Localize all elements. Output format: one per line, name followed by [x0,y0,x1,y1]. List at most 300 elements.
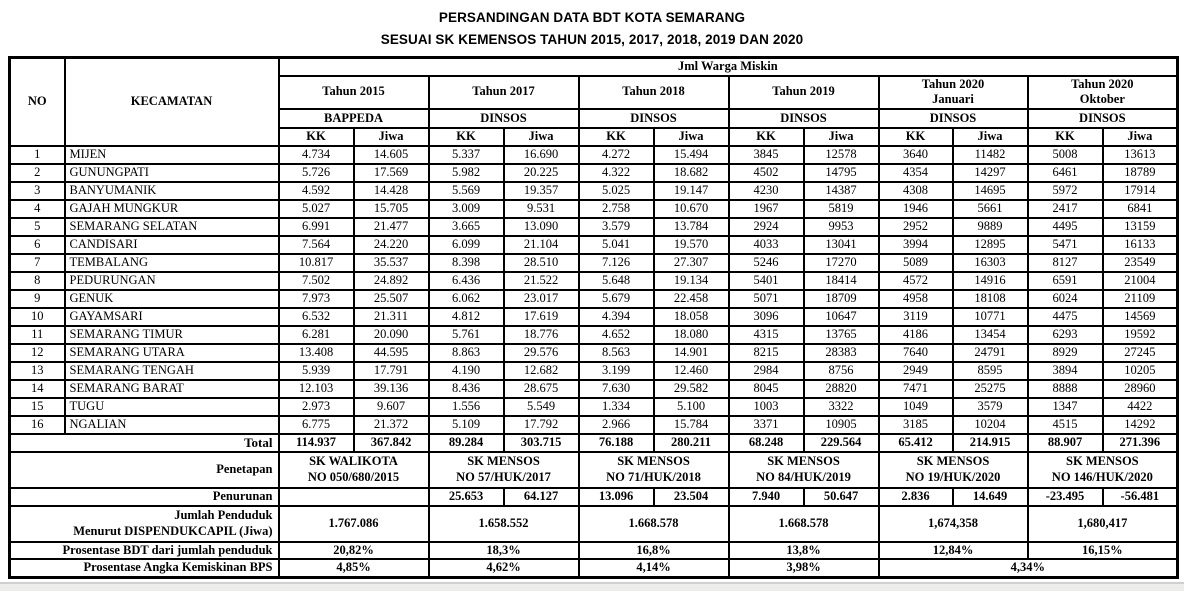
table-row [10,200,1178,218]
no-cell: 1 [10,146,65,164]
value-cell: 13.408 [279,344,354,362]
prosentase-bdt-value-cell: 16,8% [579,542,729,560]
value-cell: 14292 [1103,416,1178,434]
table-row [10,290,1178,308]
table-row [10,308,1178,326]
title-line2: SESUAI SK KEMENSOS TAHUN 2015, 2017, 2018, 2019 DAN 2020 [380,32,804,47]
value-cell: 4315 [729,326,804,344]
value-cell: 5.109 [429,416,504,434]
total-value-cell: 367.842 [354,434,429,452]
total-value-cell: 114.937 [279,434,354,452]
kecamatan-cell: GUNUNGPATI [65,164,279,182]
value-cell: 4958 [879,290,953,308]
penurunan-value-cell: -23.495 [1028,488,1103,506]
value-cell: 19.134 [654,272,729,290]
value-cell: 5661 [953,200,1028,218]
prosentase-bdt-value-cell: 13,8% [729,542,879,560]
value-cell: 20.090 [354,326,429,344]
value-cell: 29.582 [654,380,729,398]
penurunan-label: Penurunan [10,488,279,506]
value-cell: 17.619 [504,308,579,326]
table-row [10,344,1178,362]
penetapan-row [10,452,1178,488]
value-cell: 17.569 [354,164,429,182]
value-cell: 2952 [879,218,953,236]
value-cell: 5972 [1028,182,1103,200]
value-cell: 1347 [1028,398,1103,416]
value-cell: 18414 [804,272,879,290]
value-cell: 6841 [1103,200,1178,218]
value-cell: 10.817 [279,254,354,272]
value-cell: 1.334 [579,398,654,416]
year-header-2: Tahun 2018 [579,76,729,109]
value-cell: 24.892 [354,272,429,290]
value-cell: 7471 [879,380,953,398]
value-cell: 11482 [953,146,1028,164]
table-row [10,398,1178,416]
value-cell: 27245 [1103,344,1178,362]
value-cell: 6024 [1028,290,1103,308]
value-cell: 13159 [1103,218,1178,236]
value-cell: 44.595 [354,344,429,362]
value-cell: 5401 [729,272,804,290]
value-cell: 1049 [879,398,953,416]
value-cell: 9953 [804,218,879,236]
value-cell: 5089 [879,254,953,272]
value-cell: 6461 [1028,164,1103,182]
value-cell: 6.099 [429,236,504,254]
value-cell: 2417 [1028,200,1103,218]
jumlah-penduduk-value-cell: 1.658.552 [429,506,579,542]
value-cell: 12.682 [504,362,579,380]
kk-header-2: KK [579,128,654,146]
table-row [10,416,1178,434]
value-cell: 6293 [1028,326,1103,344]
no-cell: 10 [10,308,65,326]
value-cell: 20.225 [504,164,579,182]
penurunan-value-cell: 50.647 [804,488,879,506]
year-header-4: Tahun 2020 Januari [879,76,1028,109]
value-cell: 9889 [953,218,1028,236]
value-cell: 8.863 [429,344,504,362]
value-cell: 8888 [1028,380,1103,398]
value-cell: 4.322 [579,164,654,182]
source-header-5: DINSOS [1028,109,1178,128]
value-cell: 19.570 [654,236,729,254]
penetapan-label: Penetapan [10,452,279,488]
value-cell: 12.460 [654,362,729,380]
value-cell: 10204 [953,416,1028,434]
prosentase-bps-value-cell: 3,98% [729,559,879,577]
penetapan-sk-cell-2: SK MENSOS NO 71/HUK/2018 [579,452,729,488]
value-cell: 28.675 [504,380,579,398]
jumlah-penduduk-label: Jumlah Penduduk Menurut DISPENDUKCAPIL (Jiwa) [10,506,279,542]
value-cell: 6.062 [429,290,504,308]
value-cell: 6.532 [279,308,354,326]
penurunan-row [10,488,1178,506]
penetapan-sk-cell-1: SK MENSOS NO 57/HUK/2017 [429,452,579,488]
value-cell: 5071 [729,290,804,308]
penurunan-value-cell: 7.940 [729,488,804,506]
value-cell: 4.734 [279,146,354,164]
value-cell: 18.776 [504,326,579,344]
value-cell: 3185 [879,416,953,434]
value-cell: 4502 [729,164,804,182]
value-cell: 6.991 [279,218,354,236]
value-cell: 5.939 [279,362,354,380]
no-cell: 15 [10,398,65,416]
value-cell: 4308 [879,182,953,200]
penurunan-value-cell: 25.653 [429,488,504,506]
value-cell: 5.648 [579,272,654,290]
value-cell: 19.147 [654,182,729,200]
value-cell: 21.372 [354,416,429,434]
value-cell: 3322 [804,398,879,416]
value-cell: 28.510 [504,254,579,272]
prosentase-bps-value-cell: 4,62% [429,559,579,577]
group-header-jml-warga-miskin: Jml Warga Miskin [279,58,1178,76]
kecamatan-cell: PEDURUNGAN [65,272,279,290]
value-cell: 6.775 [279,416,354,434]
value-cell: 29.576 [504,344,579,362]
page-title [0,0,1184,51]
table-row [10,254,1178,272]
value-cell: 10647 [804,308,879,326]
value-cell: 3579 [953,398,1028,416]
kecamatan-cell: MIJEN [65,146,279,164]
value-cell: 2.966 [579,416,654,434]
value-cell: 8045 [729,380,804,398]
kecamatan-cell: SEMARANG TENGAH [65,362,279,380]
value-cell: 16303 [953,254,1028,272]
kecamatan-rows [10,146,1178,434]
value-cell: 10771 [953,308,1028,326]
value-cell: 4515 [1028,416,1103,434]
value-cell: 13454 [953,326,1028,344]
penurunan-value-cell: -56.481 [1103,488,1178,506]
col-header-kecamatan: KECAMATAN [65,58,279,146]
value-cell: 5.761 [429,326,504,344]
value-cell: 18108 [953,290,1028,308]
kecamatan-cell: SEMARANG BARAT [65,380,279,398]
value-cell: 17914 [1103,182,1178,200]
value-cell: 17.792 [504,416,579,434]
jumlah-penduduk-value-cell: 1,680,417 [1028,506,1178,542]
penetapan-sk-cell-5: SK MENSOS NO 146/HUK/2020 [1028,452,1178,488]
value-cell: 14.605 [354,146,429,164]
no-cell: 8 [10,272,65,290]
total-value-cell: 271.396 [1103,434,1178,452]
value-cell: 4475 [1028,308,1103,326]
value-cell: 13.090 [504,218,579,236]
value-cell: 24791 [953,344,1028,362]
jiwa-header-5: Jiwa [1103,128,1178,146]
value-cell: 13041 [804,236,879,254]
value-cell: 4495 [1028,218,1103,236]
no-cell: 3 [10,182,65,200]
year-header-5: Tahun 2020 Oktober [1028,76,1178,109]
value-cell: 4186 [879,326,953,344]
value-cell: 3096 [729,308,804,326]
value-cell: 28960 [1103,380,1178,398]
penetapan-sk-cell-3: SK MENSOS NO 84/HUK/2019 [729,452,879,488]
value-cell: 3.579 [579,218,654,236]
no-cell: 13 [10,362,65,380]
value-cell: 18.080 [654,326,729,344]
jumlah-penduduk-value-cell: 1.668.578 [579,506,729,542]
value-cell: 5.679 [579,290,654,308]
value-cell: 8.436 [429,380,504,398]
value-cell: 5.569 [429,182,504,200]
total-value-cell: 303.715 [504,434,579,452]
value-cell: 18.682 [654,164,729,182]
value-cell: 14387 [804,182,879,200]
total-value-cell: 88.907 [1028,434,1103,452]
value-cell: 3894 [1028,362,1103,380]
value-cell: 5.025 [579,182,654,200]
table-row [10,164,1178,182]
kecamatan-cell: SEMARANG SELATAN [65,218,279,236]
total-value-cell: 76.188 [579,434,654,452]
prosentase-bdt-value-cell: 12,84% [879,542,1028,560]
jumlah-penduduk-row [10,506,1178,542]
value-cell: 3.665 [429,218,504,236]
prosentase-bps-value-cell: 4,85% [279,559,429,577]
value-cell: 7.502 [279,272,354,290]
value-cell: 18789 [1103,164,1178,182]
value-cell: 28820 [804,380,879,398]
kecamatan-cell: BANYUMANIK [65,182,279,200]
table-row [10,236,1178,254]
source-header-1: DINSOS [429,109,579,128]
no-cell: 7 [10,254,65,272]
col-header-no: NO [10,58,65,146]
value-cell: 13765 [804,326,879,344]
value-cell: 2984 [729,362,804,380]
value-cell: 3640 [879,146,953,164]
value-cell: 15.494 [654,146,729,164]
value-cell: 16133 [1103,236,1178,254]
value-cell: 6.281 [279,326,354,344]
prosentase-bps-value-cell: 4,34% [879,559,1178,577]
value-cell: 4.394 [579,308,654,326]
value-cell: 21.311 [354,308,429,326]
value-cell: 1003 [729,398,804,416]
prosentase-bps-value-cell: 4,14% [579,559,729,577]
total-label: Total [10,434,279,452]
source-header-2: DINSOS [579,109,729,128]
value-cell: 25.507 [354,290,429,308]
no-cell: 12 [10,344,65,362]
value-cell: 17.791 [354,362,429,380]
value-cell: 3994 [879,236,953,254]
value-cell: 21.522 [504,272,579,290]
jiwa-header-3: Jiwa [804,128,879,146]
value-cell: 15.705 [354,200,429,218]
value-cell: 17270 [804,254,879,272]
value-cell: 4.592 [279,182,354,200]
jiwa-header-0: Jiwa [354,128,429,146]
value-cell: 3.009 [429,200,504,218]
value-cell: 21109 [1103,290,1178,308]
penurunan-value-cell: 14.649 [953,488,1028,506]
value-cell: 5471 [1028,236,1103,254]
jumlah-penduduk-value-cell: 1,674,358 [879,506,1028,542]
value-cell: 4230 [729,182,804,200]
total-value-cell: 68.248 [729,434,804,452]
source-header-3: DINSOS [729,109,879,128]
value-cell: 5819 [804,200,879,218]
value-cell: 2949 [879,362,953,380]
jumlah-penduduk-value-cell: 1.767.086 [279,506,429,542]
value-cell: 5.027 [279,200,354,218]
value-cell: 4033 [729,236,804,254]
value-cell: 21004 [1103,272,1178,290]
value-cell: 19.357 [504,182,579,200]
kecamatan-cell: GENUK [65,290,279,308]
value-cell: 5.982 [429,164,504,182]
table-row [10,218,1178,236]
value-cell: 14297 [953,164,1028,182]
year-header-1: Tahun 2017 [429,76,579,109]
table-row [10,272,1178,290]
value-cell: 18709 [804,290,879,308]
no-cell: 9 [10,290,65,308]
value-cell: 15.784 [654,416,729,434]
value-cell: 7.126 [579,254,654,272]
value-cell: 14795 [804,164,879,182]
scan-page-edge [0,582,1184,591]
value-cell: 5.549 [504,398,579,416]
value-cell: 14916 [953,272,1028,290]
kk-header-1: KK [429,128,504,146]
value-cell: 4.652 [579,326,654,344]
value-cell: 8.398 [429,254,504,272]
value-cell: 12.103 [279,380,354,398]
value-cell: 12578 [804,146,879,164]
value-cell: 4422 [1103,398,1178,416]
bdt-comparison-table [8,56,1179,579]
penurunan-value-cell: 64.127 [504,488,579,506]
jumlah-penduduk-value-cell: 1.668.578 [729,506,879,542]
value-cell: 9.531 [504,200,579,218]
value-cell: 4.272 [579,146,654,164]
kecamatan-cell: TEMBALANG [65,254,279,272]
value-cell: 9.607 [354,398,429,416]
prosentase-bps-label: Prosentase Angka Kemiskinan BPS [10,559,279,577]
value-cell: 6.436 [429,272,504,290]
prosentase-bps-row [10,559,1178,577]
year-header-0: Tahun 2015 [279,76,429,109]
table-row [10,380,1178,398]
value-cell: 7.973 [279,290,354,308]
table-row [10,182,1178,200]
value-cell: 19592 [1103,326,1178,344]
value-cell: 2924 [729,218,804,236]
value-cell: 4.812 [429,308,504,326]
value-cell: 7640 [879,344,953,362]
penurunan-value-cell: 23.504 [654,488,729,506]
value-cell: 14695 [953,182,1028,200]
source-header-0: BAPPEDA [279,109,429,128]
kk-header-5: KK [1028,128,1103,146]
no-cell: 14 [10,380,65,398]
no-cell: 6 [10,236,65,254]
value-cell: 8595 [953,362,1028,380]
kecamatan-cell: GAJAH MUNGKUR [65,200,279,218]
value-cell: 39.136 [354,380,429,398]
jiwa-header-1: Jiwa [504,128,579,146]
penetapan-sk-cell-4: SK MENSOS NO 19/HUK/2020 [879,452,1028,488]
total-value-cell: 214.915 [953,434,1028,452]
year-header-3: Tahun 2019 [729,76,879,109]
value-cell: 2.973 [279,398,354,416]
no-cell: 4 [10,200,65,218]
kk-header-3: KK [729,128,804,146]
kecamatan-cell: SEMARANG UTARA [65,344,279,362]
source-header-4: DINSOS [879,109,1028,128]
value-cell: 13.784 [654,218,729,236]
value-cell: 24.220 [354,236,429,254]
value-cell: 6591 [1028,272,1103,290]
value-cell: 4354 [879,164,953,182]
prosentase-bdt-value-cell: 18,3% [429,542,579,560]
total-row [10,434,1178,452]
table-row [10,362,1178,380]
value-cell: 4572 [879,272,953,290]
value-cell: 1.556 [429,398,504,416]
value-cell: 10205 [1103,362,1178,380]
value-cell: 8756 [804,362,879,380]
value-cell: 21.104 [504,236,579,254]
value-cell: 35.537 [354,254,429,272]
no-cell: 2 [10,164,65,182]
value-cell: 5246 [729,254,804,272]
value-cell: 5.041 [579,236,654,254]
value-cell: 16.690 [504,146,579,164]
summary-rows [10,434,1178,578]
kecamatan-cell: SEMARANG TIMUR [65,326,279,344]
value-cell: 5.337 [429,146,504,164]
value-cell: 7.630 [579,380,654,398]
value-cell: 22.458 [654,290,729,308]
value-cell: 28383 [804,344,879,362]
total-value-cell: 280.211 [654,434,729,452]
title-line1: PERSANDINGAN DATA BDT KOTA SEMARANG [438,10,746,25]
no-cell: 16 [10,416,65,434]
prosentase-bdt-row [10,542,1178,560]
value-cell: 12895 [953,236,1028,254]
jiwa-header-4: Jiwa [953,128,1028,146]
value-cell: 5008 [1028,146,1103,164]
value-cell: 3119 [879,308,953,326]
value-cell: 7.564 [279,236,354,254]
jiwa-header-2: Jiwa [654,128,729,146]
table-row [10,146,1178,164]
value-cell: 3371 [729,416,804,434]
penurunan-empty-cell [279,488,429,506]
value-cell: 8127 [1028,254,1103,272]
value-cell: 3.199 [579,362,654,380]
value-cell: 14.428 [354,182,429,200]
total-value-cell: 229.564 [804,434,879,452]
kk-header-0: KK [279,128,354,146]
penetapan-sk-cell-0: SK WALIKOTA NO 050/680/2015 [279,452,429,488]
value-cell: 23549 [1103,254,1178,272]
value-cell: 10.670 [654,200,729,218]
prosentase-bdt-value-cell: 20,82% [279,542,429,560]
value-cell: 23.017 [504,290,579,308]
